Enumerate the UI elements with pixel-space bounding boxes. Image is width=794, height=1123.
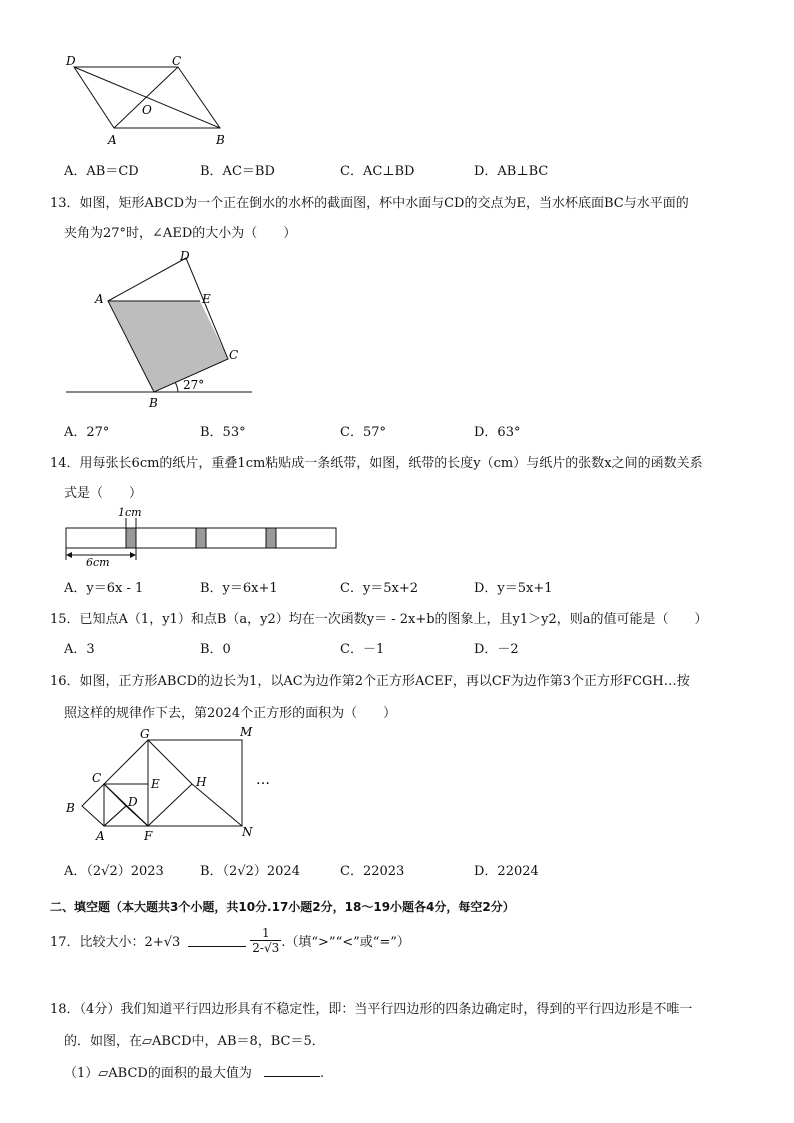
q17-fraction-numerator: 1 bbox=[250, 926, 281, 941]
q13-stem-line2: 夹角为27°时，∠AED的大小为（ ） bbox=[64, 226, 297, 241]
q14-label-6cm: 6cm bbox=[86, 556, 110, 568]
q16-label-h: H bbox=[196, 775, 207, 789]
q13-stem-line1: 13．如图，矩形ABCD为一个正在倒水的水杯的截面图，杯中水面与CD的交点为E，当水杯底面BC与水平面的 bbox=[50, 196, 689, 211]
q13-choice-b: B．53° bbox=[200, 425, 246, 440]
q14-label-1cm: 1cm bbox=[118, 506, 142, 519]
q16-label-e: E bbox=[151, 777, 160, 791]
q14-choice-d: D．y＝5x+1 bbox=[474, 581, 553, 596]
q12-label-a: A bbox=[108, 133, 117, 147]
q17-line bbox=[50, 926, 410, 955]
q18-sub1-text: （1）▱ABCD的面积的最大值为 bbox=[64, 1066, 252, 1081]
q18-stem-line1: 18．（4分）我们知道平行四边形具有不稳定性，即：当平行四边形的四条边确定时，得到的平行四边形是不唯一 bbox=[50, 1002, 693, 1017]
q18-sub1-answer-blank[interactable] bbox=[264, 1064, 320, 1077]
q15-choice-c: C．－1 bbox=[340, 642, 385, 657]
q17-fraction-denominator: 2-√3 bbox=[252, 941, 280, 955]
q15-choice-a: A．3 bbox=[64, 642, 95, 657]
q12-label-d: D bbox=[66, 54, 76, 68]
q13-choice-d: D．63° bbox=[474, 425, 521, 440]
q16-squares-figure bbox=[60, 722, 290, 852]
q16-choice-c: C．22023 bbox=[340, 864, 405, 879]
q13-cup-figure bbox=[60, 246, 270, 416]
q16-label-n: N bbox=[242, 825, 253, 839]
q12-choice-d: D．AB⊥BC bbox=[474, 164, 549, 179]
q14-stem-line2: 式是（ ） bbox=[64, 486, 143, 501]
q13-label-angle: 27° bbox=[183, 378, 205, 392]
q14-choice-a: A．y＝6x - 1 bbox=[64, 581, 144, 596]
q13-label-c: C bbox=[229, 348, 239, 362]
q16-label-f: F bbox=[144, 829, 153, 843]
q12-choice-b: B．AC＝BD bbox=[200, 164, 275, 179]
q16-label-b: B bbox=[66, 801, 75, 815]
q13-label-a: A bbox=[95, 292, 104, 306]
q16-label-d: D bbox=[128, 795, 138, 809]
q16-stem-line1: 16．如图，正方形ABCD的边长为1，以AC为边作第2个正方形ACEF，再以CF为边作第3个正方形FCGH…按 bbox=[50, 674, 690, 689]
q12-choice-a: A．AB＝CD bbox=[64, 164, 139, 179]
q13-choice-c: C．57° bbox=[340, 425, 386, 440]
q17-answer-blank[interactable] bbox=[188, 934, 246, 947]
q14-choice-c: C．y＝5x+2 bbox=[340, 581, 419, 596]
q16-label-c: C bbox=[92, 771, 102, 785]
q16-choice-d: D．22024 bbox=[474, 864, 539, 879]
q13-choice-a: A．27° bbox=[64, 425, 110, 440]
q18-sub1-line: （1）▱ABCD的面积的最大值为 . bbox=[64, 1066, 325, 1081]
q16-label-ellipsis: … bbox=[256, 772, 270, 788]
q12-label-o: O bbox=[142, 103, 152, 117]
q12-parallelogram-figure bbox=[60, 52, 240, 152]
q12-label-b: B bbox=[216, 133, 225, 147]
q15-choice-d: D．－2 bbox=[474, 642, 519, 657]
q16-label-m: M bbox=[240, 725, 253, 739]
q17-suffix: .（填“>”“<”或“=”） bbox=[281, 935, 410, 950]
q16-label-a: A bbox=[96, 829, 105, 843]
q16-stem-line2: 照这样的规律作下去，第2024个正方形的面积为（ ） bbox=[64, 706, 397, 721]
q13-label-e: E bbox=[202, 292, 211, 306]
q13-label-d: D bbox=[180, 249, 190, 263]
q15-choice-b: B．0 bbox=[200, 642, 231, 657]
q17-prefix: 17．比较大小：2+√3 bbox=[50, 935, 181, 950]
q18-stem-line2: 的．如图，在▱ABCD中，AB＝8，BC＝5． bbox=[64, 1034, 325, 1049]
q12-choice-c: C．AC⊥BD bbox=[340, 164, 415, 179]
q14-choice-b: B．y＝6x+1 bbox=[200, 581, 278, 596]
q14-stem-line1: 14．用每张长6cm的纸片，重叠1cm粘贴成一条纸带，如图，纸带的长度y（cm）与纸片的张数x之间的函数关系 bbox=[50, 456, 703, 471]
q14-paper-strip-figure bbox=[60, 504, 350, 568]
q17-fraction bbox=[250, 926, 281, 955]
q12-label-c: C bbox=[172, 54, 182, 68]
q16-label-g: G bbox=[140, 727, 150, 741]
section2-title: 二、填空题（本大题共3个小题，共10分.17小题2分，18～19小题各4分，每空2分） bbox=[50, 900, 515, 914]
q16-choice-b: B．（2√2）2024 bbox=[200, 864, 300, 879]
q15-stem: 15．已知点A（1，y1）和点B（a，y2）均在一次函数y＝ - 2x+b的图象上，且y1＞y2，则a的值可能是（ ） bbox=[50, 612, 708, 627]
q16-choice-a: A．（2√2）2023 bbox=[64, 864, 164, 879]
q13-label-b: B bbox=[149, 396, 158, 410]
